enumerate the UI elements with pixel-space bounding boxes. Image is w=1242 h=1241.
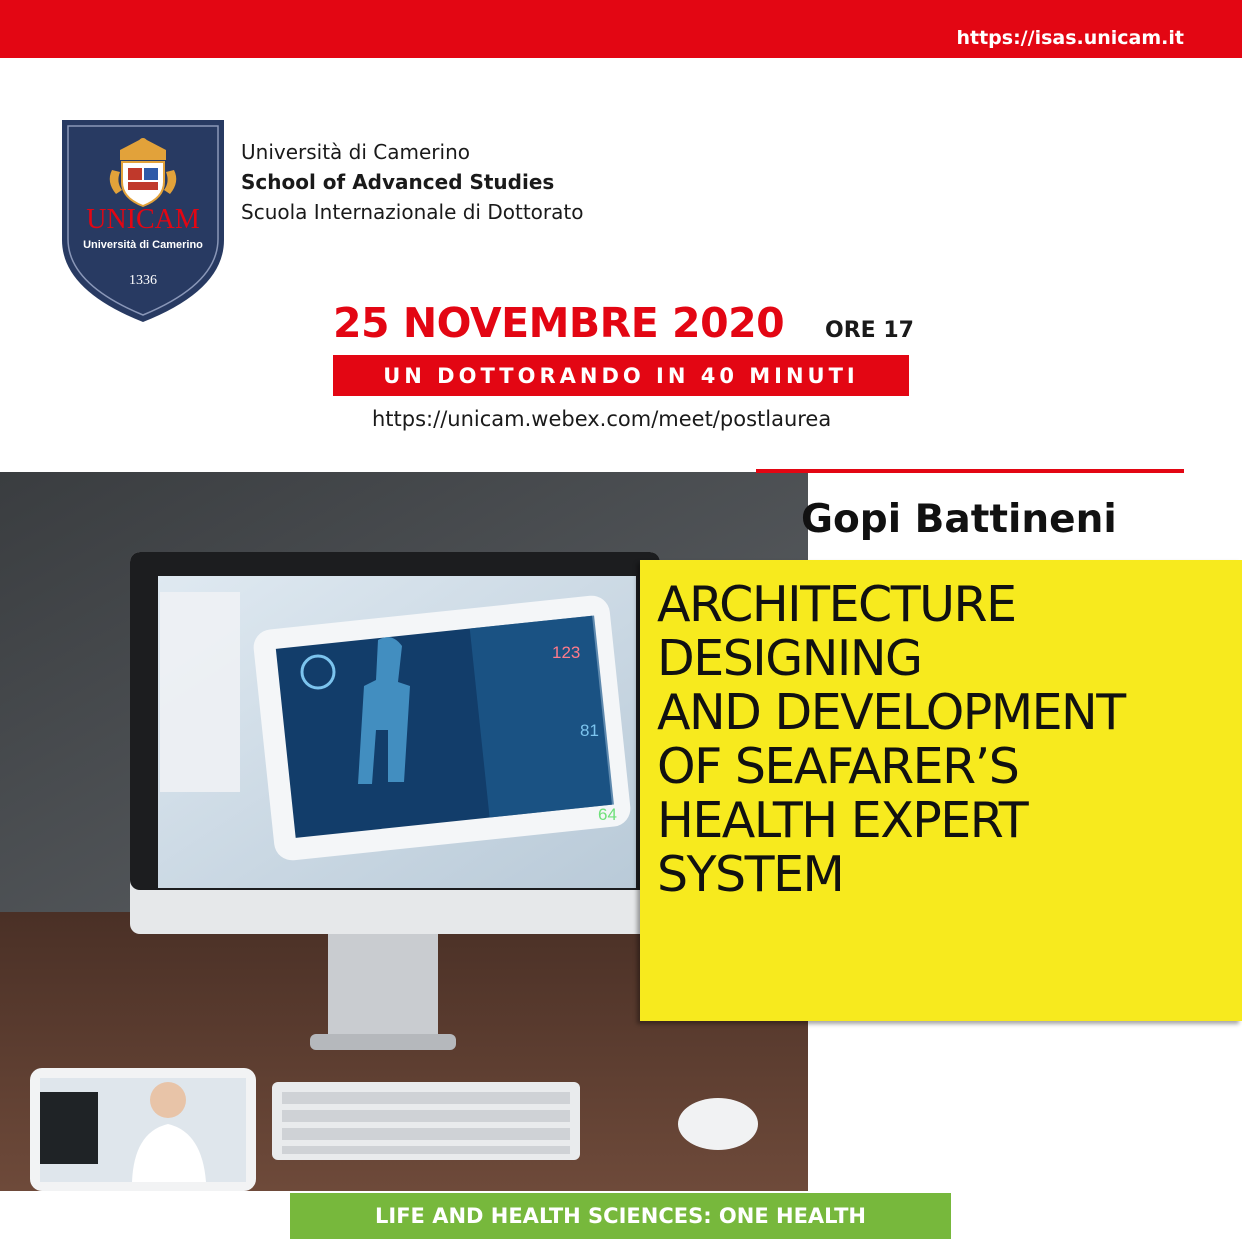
meeting-url-link[interactable]: https://unicam.webex.com/meet/postlaurea xyxy=(372,407,832,431)
talk-title-line: HEALTH EXPERT xyxy=(657,792,1028,849)
logo-name: UNICAM xyxy=(86,204,200,235)
readout-3: 64 xyxy=(598,805,617,824)
university-block xyxy=(241,137,583,227)
talk-title xyxy=(657,578,1125,902)
site-url-link[interactable]: https://isas.unicam.it xyxy=(956,27,1184,49)
readout-2: 81 xyxy=(580,721,599,740)
series-label: UN DOTTORANDO IN 40 MINUTI xyxy=(333,355,909,396)
speaker-name: Gopi Battineni xyxy=(801,497,1117,542)
event-time: ORE 17 xyxy=(825,318,914,343)
university-name: Università di Camerino xyxy=(241,140,470,164)
unicam-logo xyxy=(62,120,224,322)
speaker-divider xyxy=(756,469,1184,473)
talk-title-line: DESIGNING xyxy=(657,630,922,687)
talk-title-line: ARCHITECTURE xyxy=(657,576,1016,633)
event-date: 25 NOVEMBRE 2020 xyxy=(333,299,785,347)
talk-title-line: OF SEAFARER’S xyxy=(657,738,1019,795)
talk-title-line: SYSTEM xyxy=(657,846,844,903)
doctoral-school-name: Scuola Internazionale di Dottorato xyxy=(241,200,584,224)
logo-year: 1336 xyxy=(129,273,157,288)
school-name: School of Advanced Studies xyxy=(241,170,555,194)
readout-1: 123 xyxy=(552,643,581,662)
talk-title-line: AND DEVELOPMENT xyxy=(657,684,1125,741)
logo-subtitle: Università di Camerino xyxy=(83,239,203,251)
research-area-label: LIFE AND HEALTH SCIENCES: ONE HEALTH xyxy=(290,1193,951,1239)
